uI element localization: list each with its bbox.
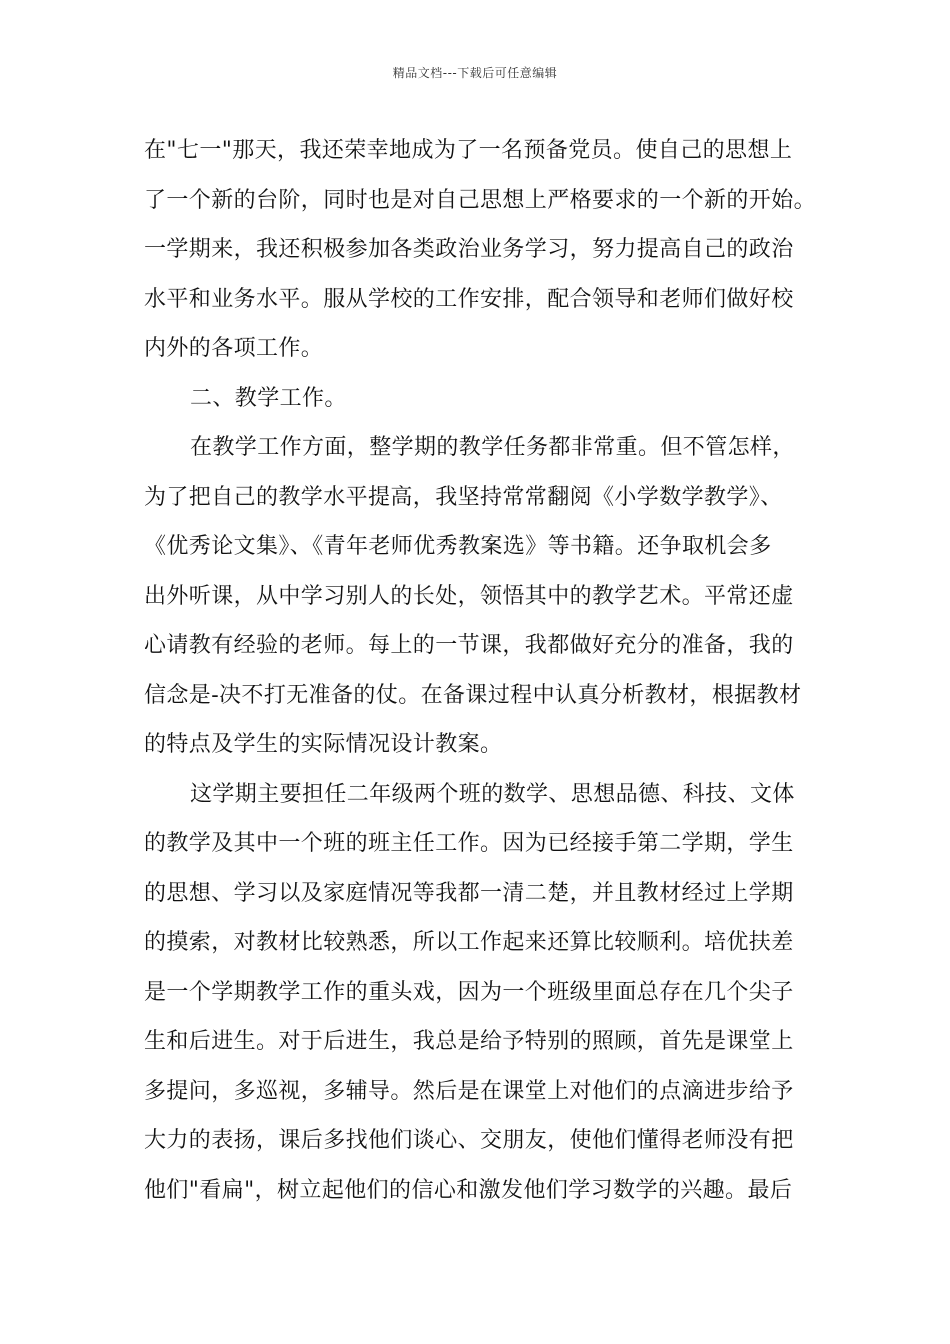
page-header: 精品文档---下载后可任意编辑 bbox=[392, 66, 558, 80]
text-line: 在"七一"那天，我还荣幸地成为了一名预备党员。使自己的思想上 bbox=[144, 138, 793, 163]
text-line: 多提问，多巡视，多辅导。然后是在课堂上对他们的点滴进步给予 bbox=[144, 1078, 794, 1104]
text-line: 是一个学期教学工作的重头戏，因为一个班级里面总存在几个尖子 bbox=[144, 979, 794, 1005]
text-line: 一学期来，我还积极参加各类政治业务学习，努力提高自己的政治 bbox=[144, 237, 794, 262]
text-line: 为了把自己的教学水平提高，我坚持常常翻阅《小学数学教学》、 bbox=[144, 484, 783, 510]
text-line: 他们"看扁"，树立起他们的信心和激发他们学习数学的兴趣。最后 bbox=[144, 1177, 793, 1203]
text-line: 水平和业务水平。服从学校的工作安排，配合领导和老师们做好校 bbox=[144, 286, 794, 312]
text-line: 了一个新的台阶，同时也是对自己思想上严格要求的一个新的开始。 bbox=[144, 187, 817, 213]
text-line: 在教学工作方面，整学期的教学任务都非常重。但不管怎样， bbox=[190, 435, 795, 460]
text-line: 生和后进生。对于后进生，我总是给予特别的照顾，首先是课堂上 bbox=[144, 1029, 794, 1054]
text-line: 的思想、学习以及家庭情况等我都一清二楚，并且教材经过上学期 bbox=[144, 880, 794, 906]
text-line: 心请教有经验的老师。每上的一节课，我都做好充分的准备，我的 bbox=[144, 633, 794, 658]
text-line: 的摸索，对教材比较熟悉，所以工作起来还算比较顺利。培优扶差 bbox=[144, 930, 794, 955]
text-line: 《优秀论文集》、《青年老师优秀教案选》等书籍。还争取机会多 bbox=[144, 534, 772, 559]
text-line: 的特点及学生的实际情况设计教案。 bbox=[144, 732, 503, 757]
document-body bbox=[144, 126, 824, 1215]
text-line: 的教学及其中一个班的班主任工作。因为已经接手第二学期，学生 bbox=[144, 831, 794, 856]
text-line: 出外听课，从中学习别人的长处，领悟其中的教学艺术。平常还虚 bbox=[144, 583, 794, 609]
text-line: 这学期主要担任二年级两个班的数学、思想品德、科技、文体 bbox=[190, 781, 795, 807]
text-line: 内外的各项工作。 bbox=[144, 336, 324, 361]
text-line: 信念是-决不打无准备的仗。在备课过程中认真分析教材，根据教材 bbox=[144, 682, 802, 708]
section-heading: 二、教学工作。 bbox=[190, 385, 347, 411]
text-line: 大力的表扬，课后多找他们谈心、交朋友，使他们懂得老师没有把 bbox=[144, 1128, 794, 1153]
